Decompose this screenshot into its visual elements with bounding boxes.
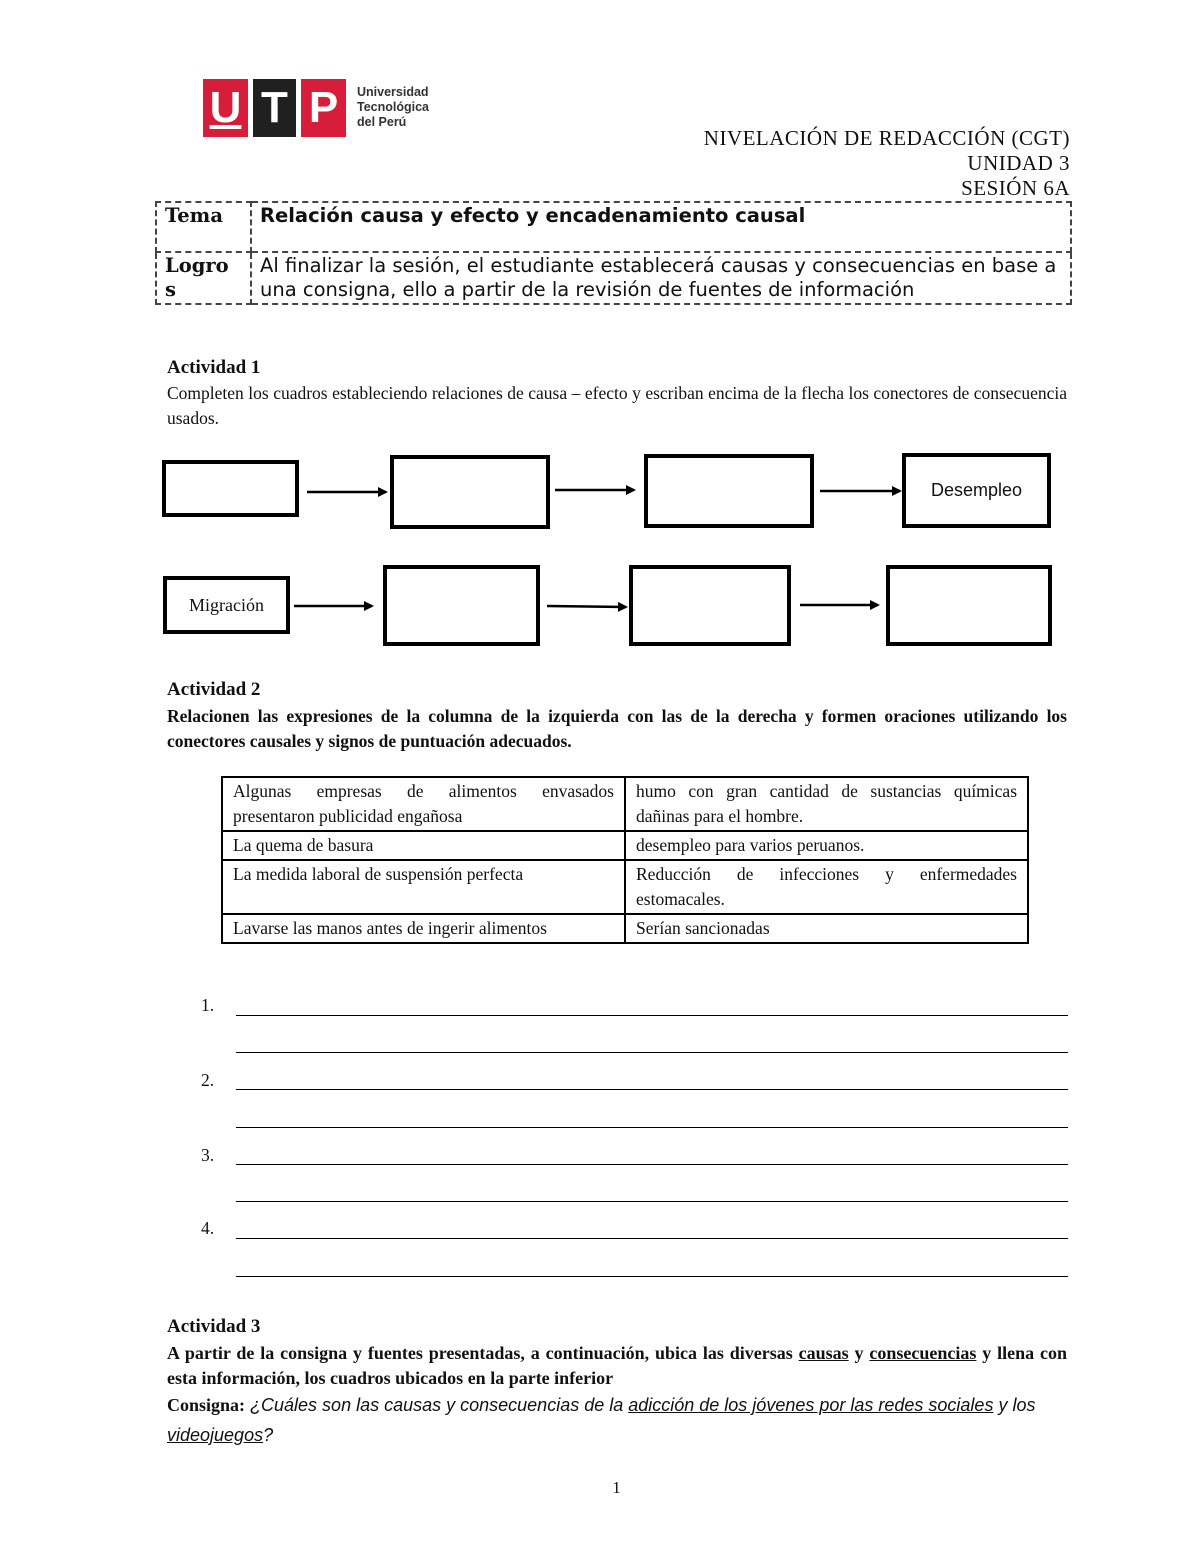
activity3-title: Actividad 3 (167, 1316, 261, 1337)
table-cell-left: La quema de basura (222, 831, 625, 860)
activity1-title: Actividad 1 (167, 357, 261, 378)
answer-line-3a[interactable] (236, 1164, 1068, 1165)
answer-line-3b[interactable] (236, 1201, 1068, 1202)
answer-line-2b[interactable] (236, 1127, 1068, 1128)
tema-value: Relación causa y efecto y encadenamiento causal (251, 202, 1071, 252)
tema-label: Tema (156, 202, 251, 252)
logo-letter-u: U (203, 79, 248, 137)
table-cell-right: Reducción de infecciones y enfermedades estomacales. (625, 860, 1028, 914)
underlined-causas: causas (798, 1343, 849, 1363)
matching-table (221, 776, 1029, 944)
logros-value: Al finalizar la sesión, el estudiante establecerá causas y consecuencias en base a una consigna, ello a partir de la revisión de fuentes de información (251, 252, 1071, 304)
course-title: NIVELACIÓN DE REDACCIÓN (CGT) (703, 126, 1070, 150)
table-cell-left: Algunas empresas de alimentos envasados presentaron publicidad engañosa (222, 777, 625, 831)
logo-university-name: Universidad Tecnológica del Perú (357, 85, 430, 129)
answer-number-1: 1. (201, 995, 215, 1015)
consigna: Consigna: ¿Cuáles son las causas y consecuencias de la adicción de los jóvenes por las redes sociales y los videojuegos? (167, 1395, 1036, 1445)
arrow-5 (547, 606, 626, 607)
answer-line-4a[interactable] (236, 1238, 1068, 1239)
unit-label: UNIDAD 3 (967, 151, 1070, 175)
session-label: SESIÓN 6A (961, 176, 1070, 200)
table-row (222, 831, 1028, 860)
answer-line-1a[interactable] (236, 1015, 1068, 1016)
logo-letter-t: T (253, 79, 296, 137)
answer-number-2: 2. (201, 1070, 215, 1090)
table-row (222, 777, 1028, 831)
table-cell-left: La medida laboral de suspensión perfecta (222, 860, 625, 914)
activity2-title: Actividad 2 (167, 679, 261, 700)
answer-line-1b[interactable] (236, 1052, 1068, 1053)
logros-label: Logro s (156, 252, 251, 304)
activity2-instructions: Relacionen las expresiones de la columna de la izquierda con las de la derecha y formen oraciones utilizando los conectores causales y signos de puntuación adecuados. (167, 706, 1067, 751)
activity3-instructions: A partir de la consigna y fuentes presentadas, a continuación, ubica las diversas causas y consecuencias y llena con esta información, los cuadros ubicados en la parte inferior (167, 1343, 1067, 1388)
cause-box-migracion: Migración (163, 576, 290, 634)
page-number: 1 (612, 1478, 621, 1497)
table-cell-right: desempleo para varios peruanos. (625, 831, 1028, 860)
underlined-consecuencias: consecuencias (869, 1343, 977, 1363)
table-row (222, 914, 1028, 943)
diagram-arrows (0, 0, 1200, 700)
table-cell-left: Lavarse las manos antes de ingerir alimentos (222, 914, 625, 943)
answer-line-2a[interactable] (236, 1089, 1068, 1090)
table-row (222, 860, 1028, 914)
table-cell-right: humo con gran cantidad de sustancias químicas dañinas para el hombre. (625, 777, 1028, 831)
effect-box-desempleo: Desempleo (902, 453, 1051, 528)
activity1-instructions: Completen los cuadros estableciendo relaciones de causa – efecto y escriban encima de la flecha los conectores de consecuencia usados. (167, 383, 1067, 428)
answer-number-4: 4. (201, 1218, 215, 1238)
consigna-label: Consigna: (167, 1395, 246, 1415)
answer-number-3: 3. (201, 1145, 215, 1165)
table-cell-right: Serían sancionadas (625, 914, 1028, 943)
answer-line-4b[interactable] (236, 1276, 1068, 1277)
logo-letter-p: P (301, 79, 346, 137)
